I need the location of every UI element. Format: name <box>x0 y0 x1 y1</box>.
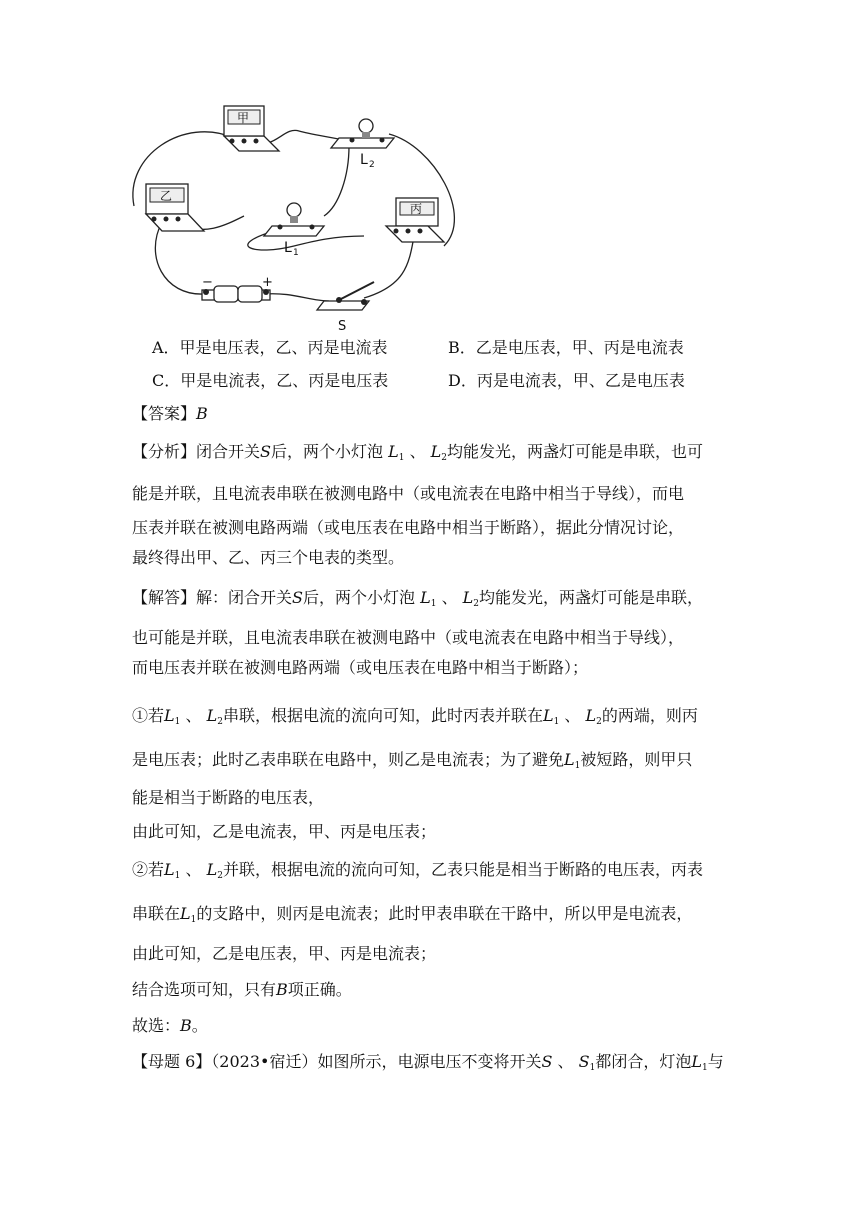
var-S: S <box>260 442 271 461</box>
subscript: 2 <box>473 599 480 609</box>
solution-line-1 <box>132 586 740 616</box>
case-text: ①若 <box>132 706 165 725</box>
subscript: 2 <box>596 717 602 727</box>
separator: 、 <box>557 1052 574 1071</box>
next-problem-tag: 【母题 6】 <box>132 1052 212 1071</box>
analysis-text: 均能发光，两盏灯可能是串联，也可 <box>447 442 704 461</box>
var-L2: L <box>430 442 442 461</box>
choose-text: 故选： <box>132 1016 181 1035</box>
bulb-L1 <box>264 203 324 236</box>
var-L1: L <box>564 750 575 769</box>
subscript: 1 <box>574 761 581 771</box>
var-L2: L <box>206 860 218 879</box>
separator: 、 <box>409 442 426 461</box>
subscript: 1 <box>398 453 405 463</box>
next-problem-line <box>132 1050 740 1080</box>
case-text: 串联，根据电流的流向可知，此时丙表并联在 <box>222 706 543 725</box>
var-S: S <box>292 588 303 607</box>
var-L1: L <box>388 442 399 461</box>
solution-line-2: 也可能是并联，且电流表串联在被测电路中（或电流表在电路中相当于导线）， <box>132 628 685 647</box>
case-text: 被短路，则甲只 <box>580 750 693 769</box>
var-B: B <box>276 980 288 999</box>
case-1-line-3: 能是相当于断路的电压表， <box>132 788 325 807</box>
case-2-line-3: 由此可知，乙是电压表，甲、丙是电流表； <box>132 944 437 963</box>
analysis-text: 后，两个小灯泡 <box>271 442 384 461</box>
meter-jia-label: 甲 <box>237 111 250 125</box>
var-L1: L <box>542 706 554 725</box>
subscript: 1 <box>174 871 181 881</box>
var-L2: L <box>585 706 597 725</box>
option-a: A．甲是电压表，乙、丙是电流表 <box>152 338 388 357</box>
case-1-line-1 <box>132 704 740 734</box>
separator: 、 <box>185 860 202 879</box>
battery-minus: − <box>202 275 213 290</box>
option-b: B．乙是电压表，甲、丙是电流表 <box>448 338 684 357</box>
case-1-line-4: 由此可知，乙是电流表，甲、丙是电压表； <box>132 822 437 841</box>
analysis-line-1 <box>132 440 740 470</box>
separator: 、 <box>564 706 581 725</box>
subscript: 1 <box>589 1063 596 1073</box>
meter-yi <box>146 184 204 231</box>
label-L2: L <box>360 152 368 168</box>
case-text: 是电压表；此时乙表串联在电路中，则乙是电流表；为了避免 <box>132 750 565 769</box>
label-L2-sub: 2 <box>369 160 375 170</box>
solution-line-3: 而电压表并联在被测电路两端（或电压表在电路中相当于断路）； <box>132 658 589 677</box>
var-L1: L <box>164 706 175 725</box>
solution-text: 均能发光，两盏灯可能是串联， <box>479 588 704 607</box>
analysis-line-3: 压表并联在被测电路两端（或电压表在电路中相当于断路），据此分情况讨论， <box>132 518 685 537</box>
separator: 、 <box>441 588 458 607</box>
battery-plus: + <box>262 275 273 290</box>
option-d: D．丙是电流表，甲、乙是电压表 <box>448 371 685 390</box>
subscript: 2 <box>217 871 223 881</box>
answer-tag: 【答案】 <box>132 404 197 423</box>
subscript: 1 <box>174 717 181 727</box>
case-2-line-1 <box>132 858 740 888</box>
var-B: B <box>180 1016 192 1035</box>
solution-text: 解：闭合开关 <box>196 588 293 607</box>
solution-tag: 【解答】 <box>132 588 197 607</box>
analysis-text: 闭合开关 <box>196 442 261 461</box>
meter-jia <box>224 106 279 151</box>
next-problem-text: 与 <box>707 1052 724 1071</box>
conclusion-line <box>132 978 740 1002</box>
meter-bing-label: 丙 <box>410 202 423 216</box>
separator: 、 <box>185 706 202 725</box>
case-2-line-2 <box>132 902 740 932</box>
circuit-diagram <box>124 96 464 336</box>
subscript: 1 <box>190 915 197 925</box>
case-text: 串联在 <box>132 904 181 923</box>
subscript: 1 <box>430 599 437 609</box>
label-S: S <box>338 319 347 334</box>
var-S1: S <box>578 1052 590 1071</box>
subscript: 2 <box>217 717 223 727</box>
case-text: 的两端，则丙 <box>601 706 698 725</box>
solution-text: 后，两个小灯泡 <box>303 588 416 607</box>
answer-line <box>132 402 740 426</box>
answer-value: B <box>196 404 208 423</box>
next-problem-text: 都闭合，灯泡 <box>595 1052 692 1071</box>
var-L2: L <box>206 706 218 725</box>
var-S: S <box>541 1052 553 1071</box>
option-c: C．甲是电流表，乙、丙是电压表 <box>152 371 389 390</box>
analysis-line-4: 最终得出甲、乙、丙三个电表的类型。 <box>132 548 405 567</box>
switch-S <box>317 282 374 310</box>
case-text: ②若 <box>132 860 165 879</box>
var-L1: L <box>420 588 431 607</box>
subscript: 1 <box>701 1063 708 1073</box>
analysis-line-2: 能是并联，且电流表串联在被测电路中（或电流表在电路中相当于导线），而电 <box>132 484 685 503</box>
choose-text: 。 <box>191 1016 208 1035</box>
case-1-line-2 <box>132 748 740 778</box>
bulb-L2 <box>331 119 394 148</box>
case-text: 的支路中，则丙是电流表；此时甲表串联在干路中，所以甲是电流表， <box>196 904 693 923</box>
var-L1: L <box>164 860 175 879</box>
label-L1-sub: 1 <box>293 248 299 258</box>
next-problem-text: （2023•宿迁）如图所示，电源电压不变将开关 <box>211 1052 542 1071</box>
subscript: 2 <box>441 453 448 463</box>
conclusion-text: 结合选项可知，只有 <box>132 980 277 999</box>
label-L1: L <box>284 240 292 256</box>
var-L1: L <box>180 904 191 923</box>
var-L2: L <box>462 588 474 607</box>
conclusion-text: 项正确。 <box>287 980 352 999</box>
case-text: 并联，根据电流的流向可知，乙表只能是相当于断路的电压表，丙表 <box>222 860 703 879</box>
meter-bing <box>386 198 444 242</box>
analysis-tag: 【分析】 <box>132 442 197 461</box>
subscript: 1 <box>553 717 560 727</box>
meter-yi-label: 乙 <box>160 189 173 203</box>
choose-line <box>132 1014 740 1038</box>
var-L1: L <box>691 1052 702 1071</box>
